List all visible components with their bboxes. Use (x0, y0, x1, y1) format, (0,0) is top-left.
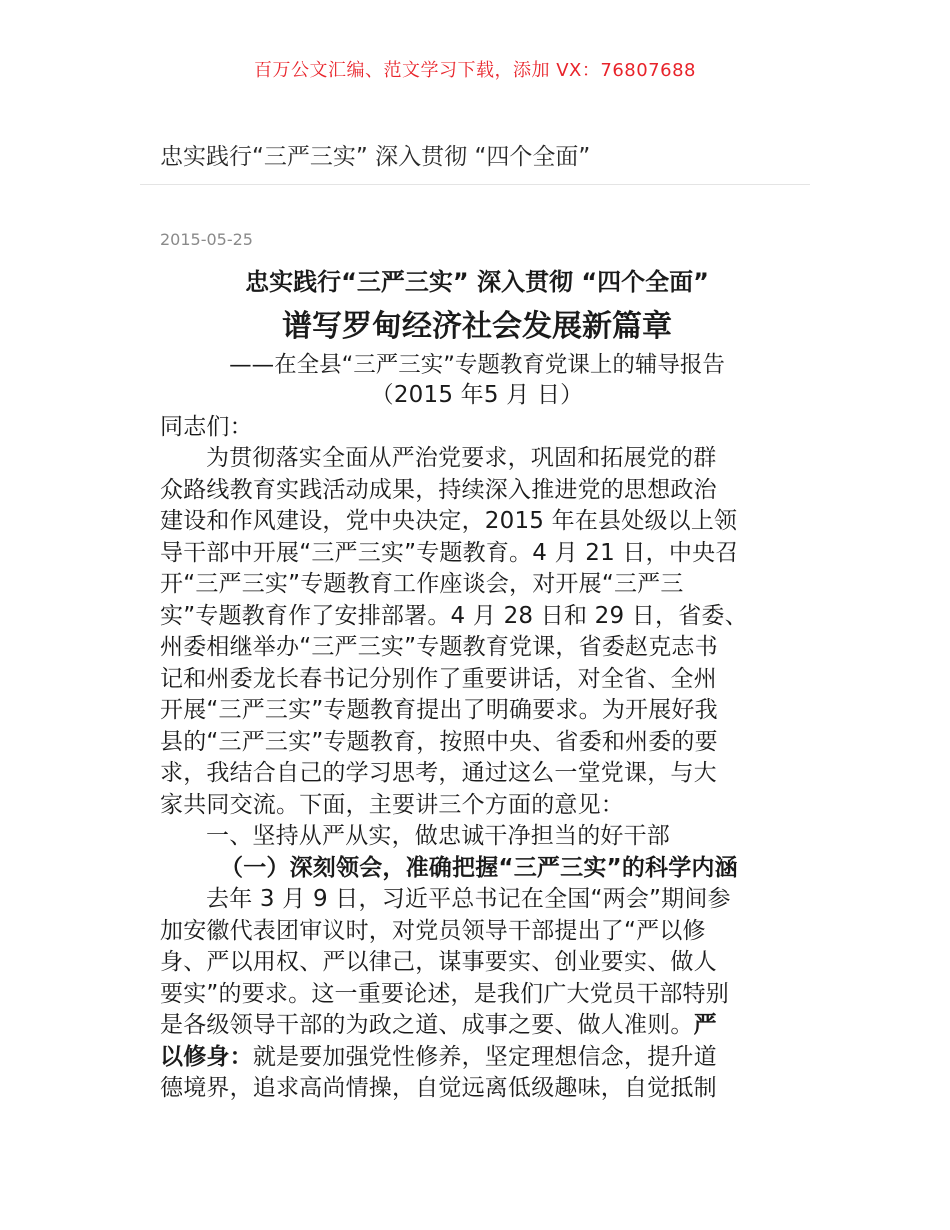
bold-keyword: 以修身： (160, 1043, 253, 1070)
subsection-heading: （一）深刻领会，准确把握“三严三实”的科学内涵 (220, 854, 738, 881)
paragraph-line: 身、严以用权、严以律己，谋事要实、创业要实、做人 (160, 949, 717, 975)
paragraph-line: 众路线教育实践活动成果，持续深入推进党的思想政治 (160, 476, 717, 503)
paragraph-2 (160, 884, 794, 1105)
publish-date: 2015-05-25 (160, 230, 253, 249)
paragraph-line: 记和州委龙长春书记分别作了重要讲话，对全省、全州 (160, 665, 717, 692)
paragraph-line: 求，我结合自己的学习思考，通过这么一堂党课，与大 (160, 760, 717, 786)
paragraph-line: 实”专题教育作了安排部署。4 月 28 日和 29 日，省委、 (160, 602, 748, 629)
paragraph-1 (160, 443, 794, 821)
paragraph-line (160, 1010, 794, 1042)
paragraph-line: 为贯彻落实全面从严治党要求，巩固和拓展党的群 (206, 445, 717, 471)
paragraph-line: 开展“三严三实”专题教育提出了明确要求。为开展好我 (160, 697, 718, 723)
paragraph-line: 德境界，追求高尚情操，自觉远离低级趣味，自觉抵制 (160, 1075, 717, 1101)
paragraph-line: 建设和作风建设，党中央决定，2015 年在县处级以上领 (160, 508, 738, 534)
section-heading: 一、坚持从严从实，做忠诚干净担当的好干部 (206, 823, 670, 849)
bold-keyword: 严 (693, 1012, 717, 1038)
paragraph-line: 加安徽代表团审议时，对党员领导干部提出了“严以修 (160, 917, 706, 944)
article-title: 忠实践行“三严三实” 深入贯彻 “四个全面” (160, 144, 591, 170)
paragraph-line: 导干部中开展“三严三实”专题教育。4 月 21 日，中央召 (160, 539, 739, 566)
document-subtitle: ——在全县“三严三实”专题教育党课上的辅导报告 (229, 352, 725, 378)
paragraph-line: 要实”的要求。这一重要论述，是我们广大党员干部特别 (160, 980, 729, 1007)
paragraph-line (160, 1042, 794, 1074)
paragraph-line: 家共同交流。下面，主要讲三个方面的意见： (160, 791, 624, 818)
salutation: 同志们： (160, 413, 253, 440)
paragraph-line: 州委相继举办“三严三实”专题教育党课，省委赵克志书 (160, 634, 718, 660)
document-main-title: 谱写罗甸经济社会发展新篇章 (282, 309, 672, 344)
document-headline: 忠实践行“三严三实” 深入贯彻 “四个全面” (245, 268, 709, 296)
document-body (160, 260, 794, 1105)
report-date: （2015 年5 月 日） (370, 382, 584, 408)
paragraph-text: 是各级领导干部的为政之道、成事之要、做人准则。 (160, 1012, 694, 1038)
paragraph-text: 就是要加强党性修养，坚定理想信念，提升道 (252, 1043, 717, 1070)
header-divider (140, 184, 810, 185)
watermark-banner: 百万公文汇编、范文学习下载，添加 VX：76807688 (254, 60, 696, 81)
paragraph-line: 县的“三严三实”专题教育，按照中央、省委和州委的要 (160, 728, 718, 755)
paragraph-line: 开“三严三实”专题教育工作座谈会，对开展“三严三 (160, 571, 684, 597)
paragraph-line: 去年 3 月 9 日，习近平总书记在全国“两会”期间参 (206, 886, 731, 912)
